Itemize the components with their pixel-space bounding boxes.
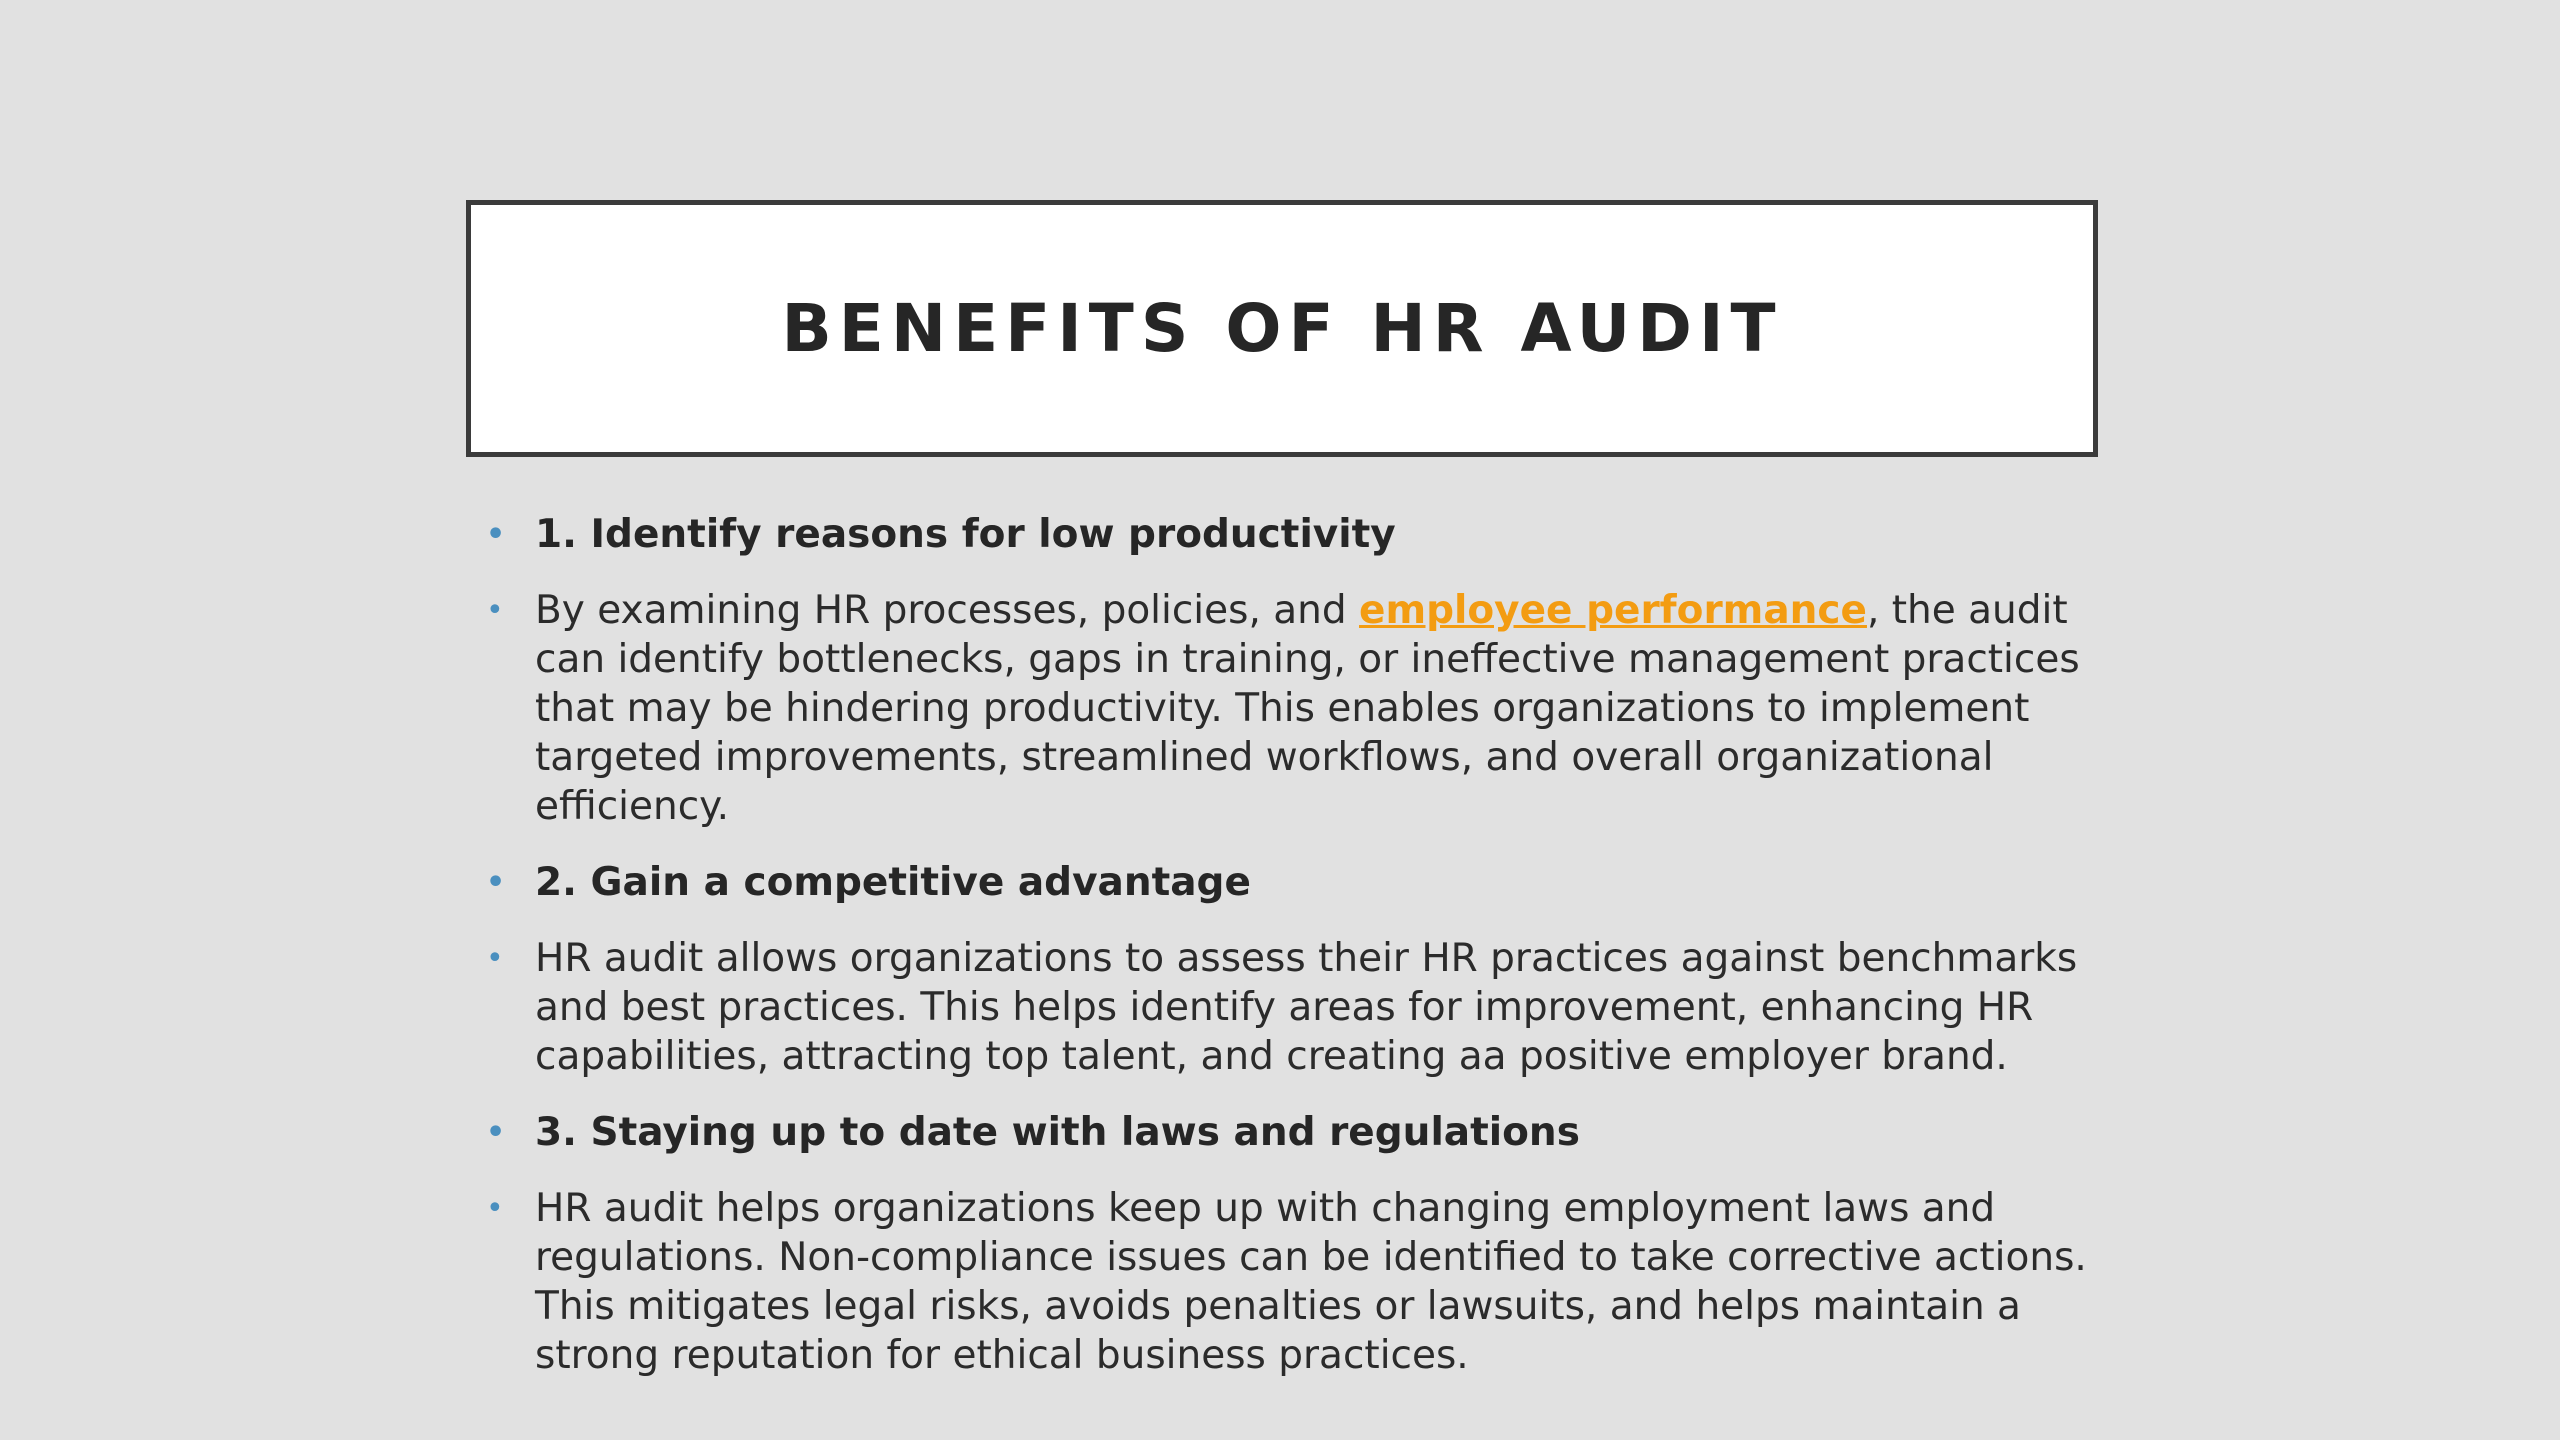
- bullet-heading-3: [476, 1108, 2096, 1157]
- bullet-body-3: [476, 1184, 2096, 1380]
- bullet-heading-1: [476, 510, 2096, 559]
- slide-title: BENEFITS OF HR AUDIT: [781, 290, 1783, 367]
- bullet-icon: •: [486, 517, 506, 552]
- bullet-icon: •: [486, 865, 506, 900]
- bullet-body-2: [476, 934, 2096, 1081]
- body-text-before: By examining HR processes, policies, and: [535, 588, 1360, 633]
- heading-text: 1. Identify reasons for low productivity: [535, 512, 1396, 557]
- body-text-after: , the audit can identify bottlenecks, gaps in training, or ineffective management practices that may be hindering productivity. This enables organizations to implement targeted improvements, streamlined workflows, and overall organizational efficiency.: [535, 588, 2080, 829]
- bullet-list: [476, 510, 2096, 1407]
- title-box: [466, 200, 2098, 457]
- bullet-icon: •: [486, 1115, 506, 1150]
- bullet-icon: •: [486, 1191, 504, 1226]
- bullet-body-1: [476, 586, 2096, 831]
- body-text: HR audit allows organizations to assess their HR practices against benchmarks and best practices. This helps identify areas for improvement, enhancing HR capabilities, attracting top talent, and creating aa positive employer brand.: [535, 936, 2078, 1079]
- body-text: HR audit helps organizations keep up with changing employment laws and regulations. Non-compliance issues can be identified to take corrective actions. This mitigates legal risks, avoids penalties or lawsuits, and helps maintain a strong reputation for ethical business practices.: [535, 1186, 2087, 1378]
- bullet-icon: •: [486, 941, 504, 976]
- bullet-icon: •: [486, 593, 504, 628]
- heading-text: 3. Staying up to date with laws and regulations: [535, 1110, 1580, 1155]
- heading-text: 2. Gain a competitive advantage: [535, 860, 1251, 905]
- bullet-heading-2: [476, 858, 2096, 907]
- employee-performance-link[interactable]: employee performance: [1359, 588, 1867, 633]
